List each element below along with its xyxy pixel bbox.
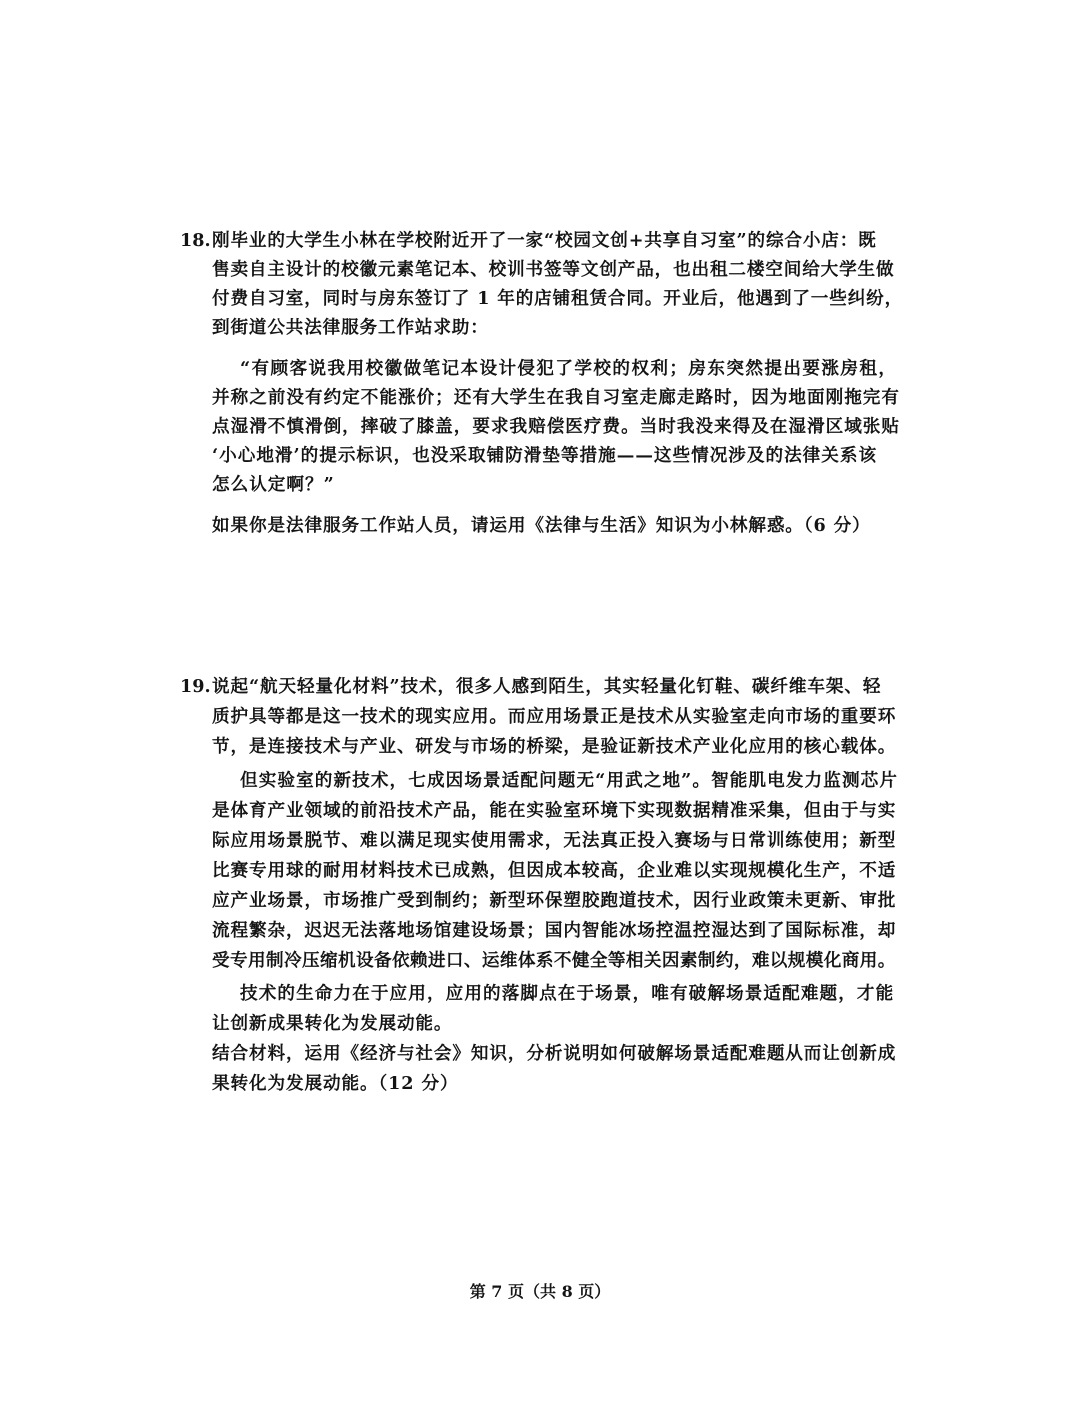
question-text-line: 受专用制冷压缩机设备依赖进口、运维体系不健全等相关因素制约，难以规模化商用。 [212,950,896,971]
question-text-line: 但实验室的新技术，七成因场景适配问题无“用武之地”。智能肌电发力监测芯片 [240,770,899,791]
question-text-line: 说起“航天轻量化材料”技术，很多人感到陌生，其实轻量化钉鞋、碳纤维车架、轻 [212,676,882,697]
quote-text-line: “有顾客说我用校徽做笔记本设计侵犯了学校的权利；房东突然提出要涨房租， [240,358,898,379]
question-text-line: 是体育产业领域的前沿技术产品，能在实验室环境下实现数据精准采集，但由于与实 [212,800,897,821]
question-text-line: 际应用场景脱节、难以满足现实使用需求，无法真正投入赛场与日常训练使用；新型 [212,830,897,851]
question-text-line: 节，是连接技术与产业、研发与市场的桥梁，是验证新技术产业化应用的核心载体。 [212,736,897,757]
question-text-line: 售卖自主设计的校徽元素笔记本、校训书签等文创产品，也出租二楼空间给大学生做 [212,259,895,280]
question-text-line: 刚毕业的大学生小林在学校附近开了一家“校园文创+共享自习室”的综合小店：既 [212,230,877,251]
question-prompt: 结合材料，运用《经济与社会》知识，分析说明如何破解场景适配难题从而让创新成 [212,1043,897,1064]
quote-text-line: 点湿滑不慎滑倒，摔破了膝盖，要求我赔偿医疗费。当时我没来得及在湿滑区域张贴 [212,416,900,437]
question-text-line: 应产业场景，市场推广受到制约；新型环保塑胶跑道技术，因行业政策未更新、审批 [212,890,897,911]
question-text-line: 比赛专用球的耐用材料技术已成熟，但因成本较高，企业难以实现规模化生产，不适 [212,860,897,881]
question-text-line: 流程繁杂，迟迟无法落地场馆建设场景；国内智能冰场控温控湿达到了国际标准，却 [212,920,897,941]
question-text-line: 让创新成果转化为发展动能。 [212,1013,453,1034]
question-text-line: 付费自习室，同时与房东签订了 1 年的店铺租赁合同。开业后，他遇到了一些纠纷， [212,288,904,309]
question-number: 18. [180,230,211,251]
question-prompt: 如果你是法律服务工作站人员，请运用《法律与生活》知识为小林解惑。（6 分） [212,515,871,536]
page-footer: 第 7 页（共 8 页） [469,1282,611,1301]
question-text-line: 到街道公共法律服务工作站求助： [212,317,489,338]
question-text-line: 质护具等都是这一技术的现实应用。而应用场景正是技术从实验室走向市场的重要环 [212,706,897,727]
quote-text-line: 怎么认定啊？” [212,474,335,495]
question-text-line: 技术的生命力在于应用，应用的落脚点在于场景，唯有破解场景适配难题，才能 [240,983,895,1004]
question-prompt: 果转化为发展动能。（12 分） [212,1073,459,1094]
quote-text-line: 并称之前没有约定不能涨价；还有大学生在我自习室走廊走路时，因为地面刚拖完有 [212,387,900,408]
question-number: 19. [180,676,211,697]
quote-text-line: ‘小心地滑’的提示标识，也没采取铺防滑垫等措施——这些情况涉及的法律关系该 [212,445,878,466]
